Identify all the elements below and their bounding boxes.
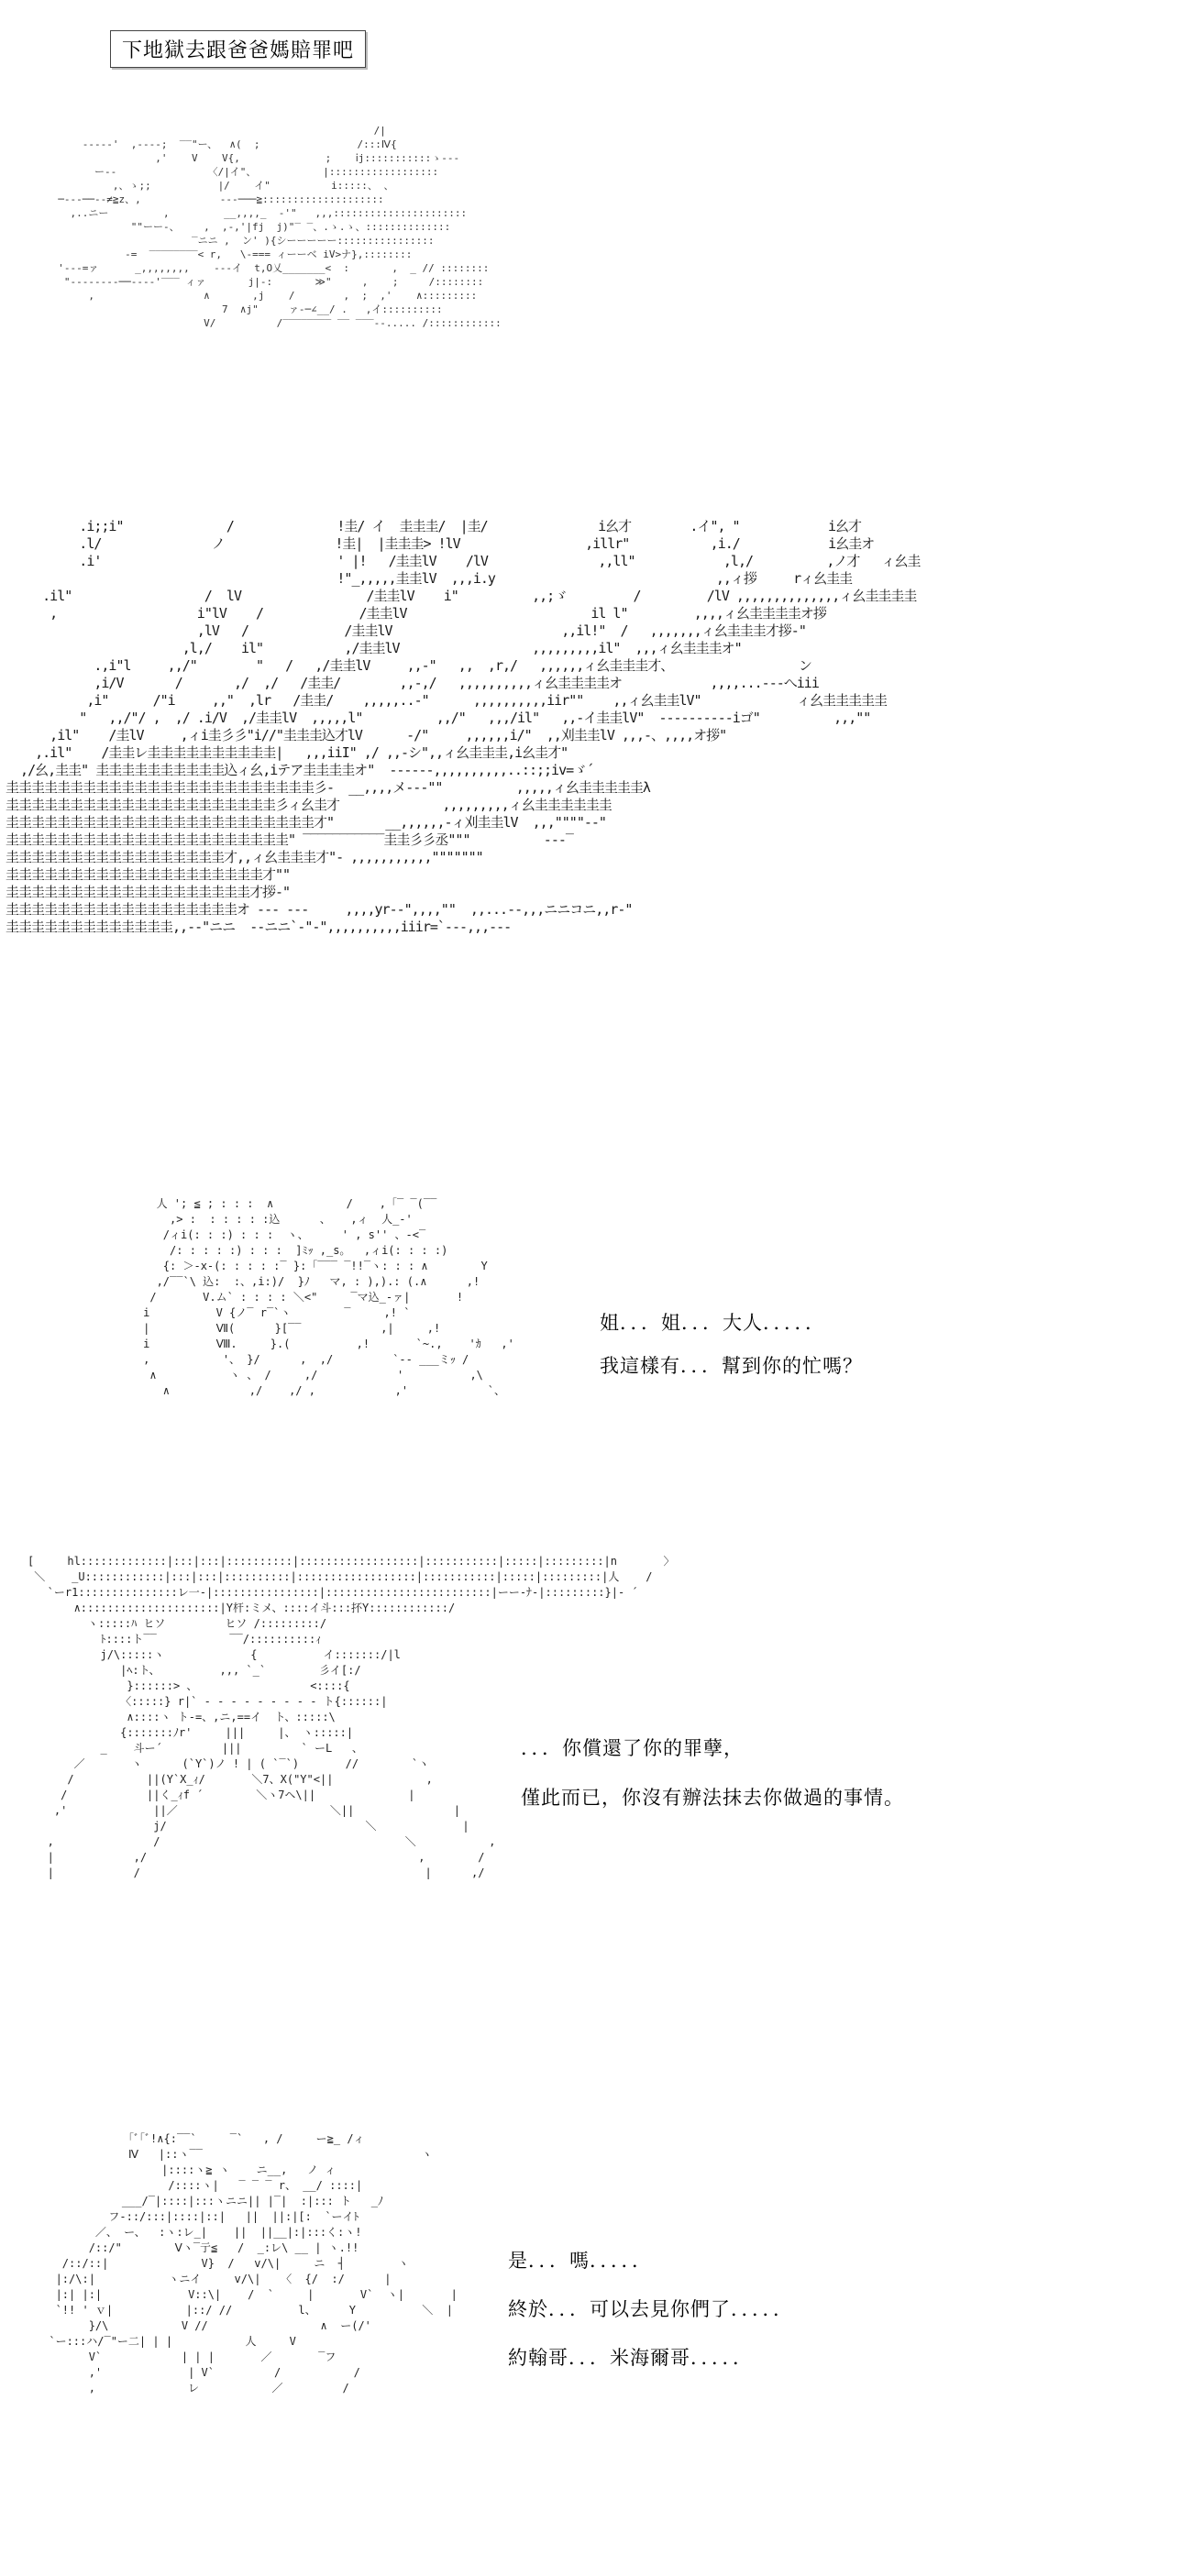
dialogue-line: 是．．．嗎．．．．． (508, 2250, 652, 2272)
kneeling-figure-art: 人 '; ≦ ; : : : ∧ / ,「‾ ‾(‾‾ ,> : : : : : :込 、 ,ィ 人_‐' /ィi(: : :) : : : ヽ、 ' , s'' 、‐<‾ /: : : : :) : : : ]ﾐｯ ,_s。 ,ィi(: : : :) {: ＞-x-(: : : : :‾ }:「‾‾‾ ‾!!‾ヽ: : : ∧ Y ,/‾‾`\ 込: :、,i:)/ }ﾉ マ, : ),).: (.∧ ,! / V.ム` : : : : ＼<" ‾マ込_‐ァ| ! i V {ノ‾ r‾`ヽ ‾ ,! ` | Ⅶ( }[‾‾ ,| ,! i Ⅷ. }.( ,! `~., 'ｶ ,' , '、 }/ , ,/ `‐- ___ミｯ / ∧ ヽ 、 / ,/ ' ,\ ∧ ,/ ,/ , ,' `、 (143, 1197, 514, 1397)
dialogue-line: ．．．你償還了你的罪孽， (521, 1737, 744, 1759)
dialogue-line: 姐．．．姐．．．大人．．．．． (600, 1312, 825, 1334)
dialogue-line: 終於．．．可以去見你們了．．．．． (508, 2298, 793, 2320)
dialogue-block-2 (521, 1723, 904, 1822)
dialogue-block-1 (600, 1302, 863, 1388)
energy-wave-art: .i;;i" / !圭/ イ 圭圭圭/ |圭/ i幺才 .イ", " i幺才 .l/ ノ !圭| |圭圭圭> !lV ,illr" ,i./ i幺圭オ .i' ' |! /圭圭lV /lV ,,ll" ,l,/ ,ノ才 ィ幺圭 !"_,,,,,圭圭lV ,,,i.y ,,ィ拶 rィ幺圭圭 .il" / lV /圭圭lV i" ,,;ゞ / /lV ,,,,,,,,,,,,,,ィ幺圭圭圭圭 , i"lV / /圭圭lV il l" ,,,,ィ幺圭圭圭圭オ拶 ,lV / /圭圭lV ,,il!" / ,,,,,,,ィ幺圭圭圭才拶‐" ,l,/ il" ,/圭圭lV ,,,,,,,,,il" ,,,ィ幺圭圭圭オ" .,i"l ,,/" " / ,/圭圭lV ,,-" ,, ,r,/ ,,,,,,ィ幺圭圭圭才、 ン ,i/V / ,/ ,/ /圭圭/ ,,-,/ ,,,,,,,,,,ィ幺圭圭圭圭オ ,,,,...--‐へiii ,i" /"i ,," ,lr /圭圭/ ,,,,,..-" ,,,,,,,,,,iir"" ,,ィ幺圭圭lV" ィ幺圭圭圭圭圭 " ,,/"/ , ,/ .i/V ,/圭圭lV ,,,,,l" ,,/" ,,,/il" ,,-イ圭圭lV" ‐‐‐‐‐‐‐‐‐‐iゴ" ,,,"" ,il" /圭lV ,ィi圭彡彡"i//"圭圭圭込才lV -/" ,,,,,,i/" ,,刈圭圭lV ,,,-、,,,,オ拶" ,.il" /圭圭レ圭圭圭圭圭圭圭圭圭圭| ,,,iiI" ,/ ,,‐シ",,ィ幺圭圭圭,i幺圭才" ,/幺,圭圭" 圭圭圭圭圭圭圭圭圭圭込ィ幺,iテア圭圭圭圭オ" ‐‐‐‐‐‐,,,,,,,,,,..::;;iv=ゞ´ 圭圭圭圭圭圭圭圭圭圭圭圭圭圭圭圭圭圭圭圭圭圭圭圭彡‐ __,,,,メ‐-‐"" ,,,,,ィ幺圭圭圭圭圭λ 圭圭圭圭圭圭圭圭圭圭圭圭圭圭圭圭圭圭圭圭圭彡ィ幺圭才 ,,,,,,,,,ィ幺圭圭圭圭圭圭 圭圭圭圭圭圭圭圭圭圭圭圭圭圭圭圭圭圭圭圭圭圭圭圭才" __,,,,,,-ィ刈圭圭lV ,,,""""‐‐" 圭圭圭圭圭圭圭圭圭圭圭圭圭圭圭圭圭圭圭圭圭圭" ‾‾‾‾‾‾‾‾‾‾‾圭圭彡彡丞""" ‐‐‐‾ 圭圭圭圭圭圭圭圭圭圭圭圭圭圭圭圭圭才,,ィ幺圭圭圭才"‐ ,,,,,,,,,,,""""""" 圭圭圭圭圭圭圭圭圭圭圭圭圭圭圭圭圭圭圭圭才"" 圭圭圭圭圭圭圭圭圭圭圭圭圭圭圭圭圭圭圭才拶‐" 圭圭圭圭圭圭圭圭圭圭圭圭圭圭圭圭圭圭オ ‐‐‐ ‐‐‐ ,,,,yr-‐",,,,"" ,,...--,,,ニニコニ,,r‐" 圭圭圭圭圭圭圭圭圭圭圭圭圭,,--"ニニ ‐‐ニニ`‐"‐",,,,,,,,,,iiir=`‐‐‐,,,‐-‐ (6, 518, 921, 935)
fading-figure-art: ｢ﾞ｢ﾞ!∧{:‾‾` ‾` , / ー≧_ /ィ Ⅳ |::ヽ‾‾ ヽ |::::ヽ≧ ヽ ニ__, ノ ィ /::::ヽ| ‾ ‾ ‾ r、 __/ ::::| ___/‾|::::|:::ヽニニ|| |‾| :|::: ト _ﾉ フ-::/:::|::::|::| || ||:|[: `ーイﾄ ／、 ー、 :ヽ:レ_| || ||__|:|:::く:ヽ! /::/" Ⅴヽ‾亍≦ / _:レ\ __ | ヽ.!! /::/::| V} / v/\| ニ ┤ ヽ |:/\:| ヽニイ v/\| 〈 {/ :/ | |:| |:| V::\| / ` | V` ヽ| | `!! ' ｖ| |::/ // l、 Y ＼ | }/\ V // ∧ ー(/' `ー:::ハ/‾"ー二| | | 人 V V` | | | ／ ‾フ ,' | V` / / , レ ／ / (49, 2132, 458, 2394)
hooded-figure-art: [ hl:::::::::::::|:::|:::|::::::::::|::::::::::::::::::|:::::::::::|:::::|:::::::::|n 〉 ＼ _U::::::::::::|:::|:::|::::::::::|::::::::::::::::::|:::::::::::|:::::|:::::::::|人 / `ーr1:::::::::::::::レ一‐|::::::::::::::::|:::::::::::::::::::::::::|ーー‐ﾅ‐|:::::::::}|- ´ ∧:::::::::::::::::::::|Y杆:ミメ、::::イ斗:::抔Y::::::::::::/ ヽ:::::ﾊ ヒソ ヒソ /:::::::::/ ﾄ::::ト‾‾ ‾‾/::::::::::ｨ j/\:::::ヽ { イ:::::::/|l |ﾍ:ト、 ,,, `_` 彡イ[:/ }::::::> 、 <::::{ 〈:::::} r|` ‐ ‐ ‐ ‐ ‐ ‐ ‐ ‐ ‐ ト{::::::| ∧::::ヽ ト-=、,ニ,==イ ト、:::::\ {:::::::ﾉr' ||| |、 ヽ:::::| _ 斗ー´ ||| ` ーL 、 ／ ヽ (`Y`)ノ ! | ( `‾`) // `ヽ / ||(Y`X_ｨ/ ＼7、X("Y"<|| , / ||く_ｨf ´ ＼ヽ7ヘ\|| | ,' ||／ ＼|| | j/ ＼ | , / ＼ , | ,/ , / | / | ,/ (28, 1555, 675, 1879)
dialogue-line: 僅此而已，你沒有辦法抹去你做過的事情。 (521, 1787, 904, 1809)
dialogue-line: 我這樣有．．．幫到你的忙嗎？ (600, 1355, 863, 1377)
page-title: 下地獄去跟爸爸媽賠罪吧 (110, 30, 366, 68)
explosion-art: /| -----' ,----; ‾‾"ー、 ∧( ; /:::Ⅳ{ ,' V V{, ; ⅰj:::::::::::ゝ--- ー-- 〈/|イ"、 |:::::::::::::::::: ,、ゝ;; |/ イ" i:::::、 、 ─-‐-──‐-≠≧z、, ‐‐‐───≧:::::::::::::::::::: ,..ニー , __,,,,_ ‐'" ,,,:::::::::::::::::::::: ""ーー‐、 , ,-,'|fj j)"‾ ‾、.ゝ.ゝ、:::::::::::::: ‾ニニ , ン' ){シーーーーー:::::::::::::::: -= ‾‾‾‾‾‾‾‾< r, \-=== ィーーベ iV>ナ},:::::::: '‐‐‐=ァ _,,,,,,,, ---イ t,O乂_______< : , _ // :::::::: "‐‐‐‐‐‐‐‐──‐-‐‐'‾‾‾ ィァ j|‐: ≫" , ; /:::::::: , ∧ ,j / , ; ,' ∧::::::::: 7 ∧j" ァ‐─∠__/ . ,イ:::::::::: V/ /‾‾‾‾‾‾‾‾ ‾‾ ‾‾‾‐-..... /:::::::::::: (58, 125, 502, 329)
dialogue-block-3 (508, 2237, 793, 2383)
dialogue-line: 約翰哥．．．米海爾哥．．．．． (508, 2347, 753, 2369)
